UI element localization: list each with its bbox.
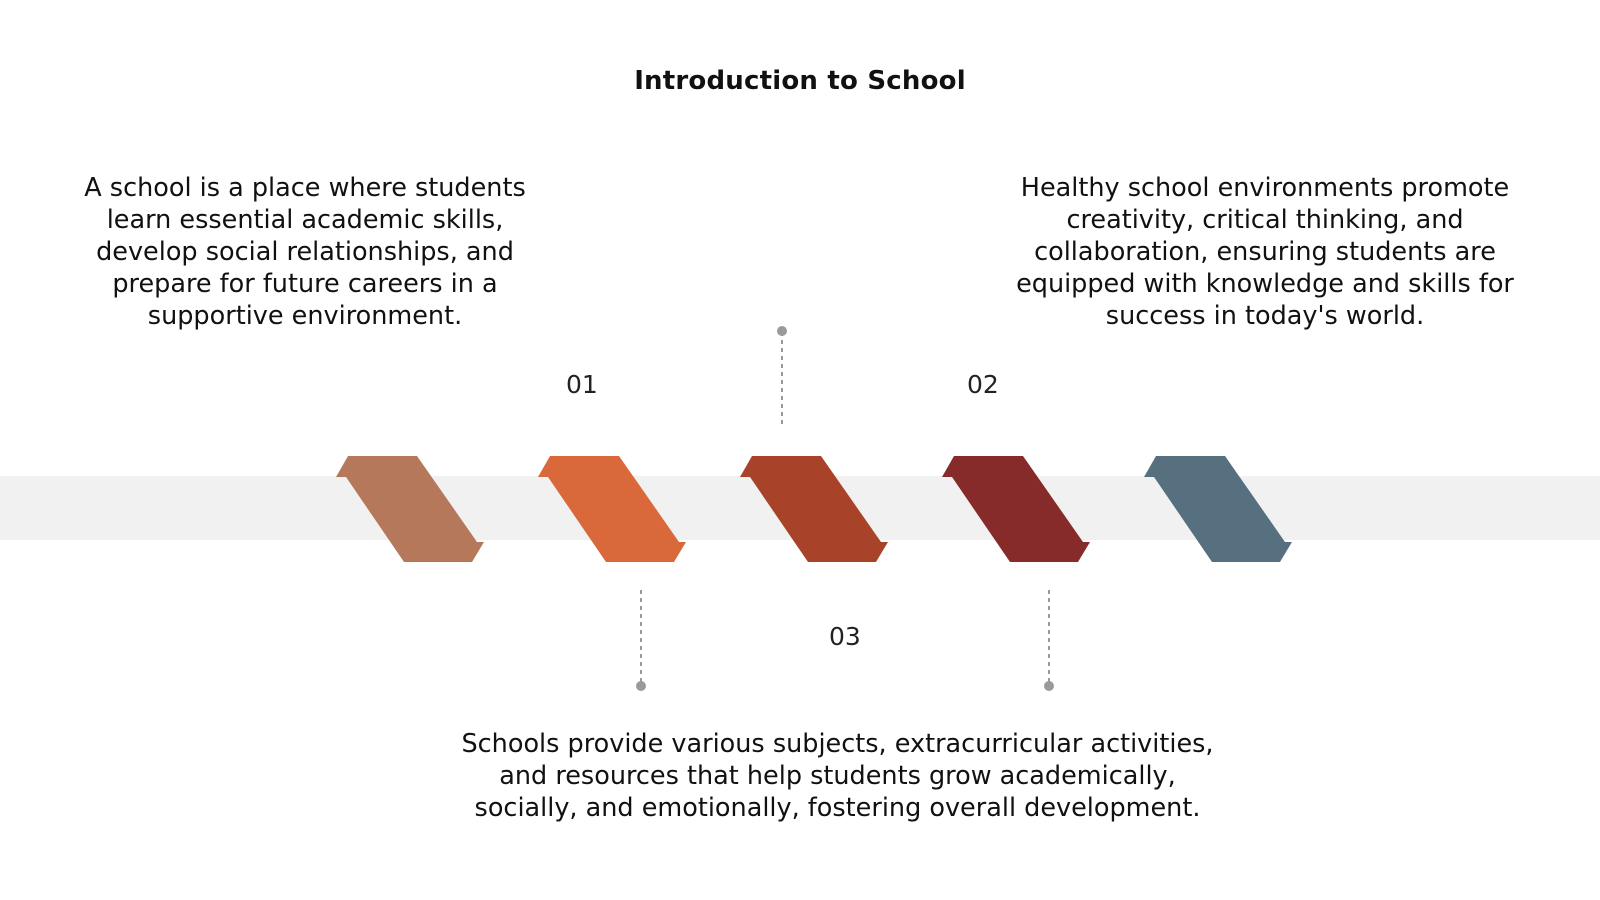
chevron-shape-5 (1144, 456, 1292, 562)
connector-bottom-left (636, 590, 646, 691)
chevron-group (336, 456, 1292, 562)
chevron-shape-4 (942, 456, 1090, 562)
connector-dot (636, 681, 646, 691)
step-03-number: 03 (829, 622, 861, 651)
connector-dot (1044, 681, 1054, 691)
chevron-shape-2 (538, 456, 686, 562)
connector-dot (777, 326, 787, 336)
step-03-description: Schools provide various subjects, extracurricular activities, and resources that help students grow academically, socially, and emotionally, fostering overall development. (461, 729, 1214, 823)
connector-top-center (777, 326, 787, 428)
step-01-number: 01 (566, 370, 598, 399)
step-02-description: Healthy school environments promote creativity, critical thinking, and collaboration, ensuring students are equipped with knowledge and skills for success in today's world. (1016, 173, 1514, 331)
step-02-number: 02 (967, 370, 999, 399)
step-01-description: A school is a place where students learn essential academic skills, develop social relationships, and prepare for future careers in a supportive environment. (84, 173, 526, 331)
chevron-shape-3 (740, 456, 888, 562)
connector-bottom-right (1044, 590, 1054, 691)
chevron-shape-1 (336, 456, 484, 562)
slide-title: Introduction to School (634, 66, 966, 96)
